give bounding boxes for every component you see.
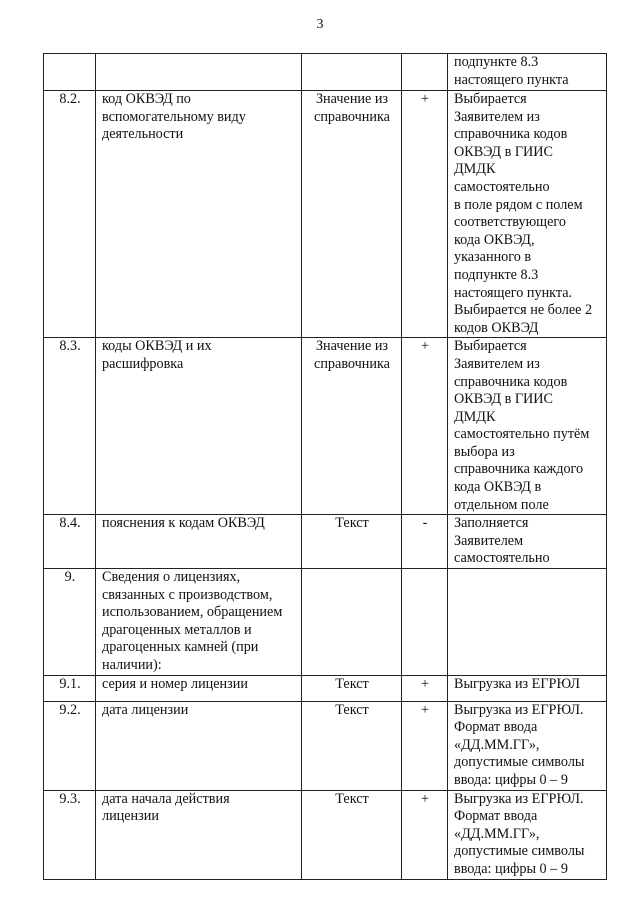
table-row (44, 790, 607, 879)
field-name (96, 54, 302, 91)
field-name: дата лицензии (96, 701, 302, 790)
row-number: 8.3. (44, 338, 96, 515)
row-number (44, 54, 96, 91)
field-name: код ОКВЭД по вспомогательному виду деятельности (96, 91, 302, 338)
field-name: серия и номер лицензии (96, 675, 302, 701)
required-flag: + (402, 338, 448, 515)
field-type: Текст (302, 701, 402, 790)
field-type: Текст (302, 790, 402, 879)
row-number: 9. (44, 569, 96, 676)
field-type: Текст (302, 515, 402, 569)
field-name: пояснения к кодам ОКВЭД (96, 515, 302, 569)
field-type: Значение из справочника (302, 91, 402, 338)
row-number: 8.2. (44, 91, 96, 338)
table-row (44, 54, 607, 91)
fill-instructions: Выбирается Заявителем из справочника кодов ОКВЭД в ГИИС ДМДК самостоятельно в поле рядом с полем соответствующего кода ОКВЭД, указанного в подпункте 8.3 настоящего пункта. Выбирается не более 2 кодов ОКВЭД (448, 91, 607, 338)
table-row (44, 569, 607, 676)
row-number: 9.3. (44, 790, 96, 879)
table-row (44, 675, 607, 701)
field-type (302, 569, 402, 676)
page-number: 3 (316, 17, 324, 32)
required-flag: + (402, 790, 448, 879)
fill-instructions: Выбирается Заявителем из справочника кодов ОКВЭД в ГИИС ДМДК самостоятельно путём выбора из справочника каждого кода ОКВЭД в отдельном поле (448, 338, 607, 515)
field-name: Сведения о лицензиях, связанных с производством, использованием, обращением драгоценных металлов и драгоценных камней (при наличии): (96, 569, 302, 676)
table-row (44, 515, 607, 569)
row-number: 8.4. (44, 515, 96, 569)
table-row (44, 91, 607, 338)
field-type: Значение из справочника (302, 338, 402, 515)
required-flag: + (402, 675, 448, 701)
fill-instructions: Выгрузка из ЕГРЮЛ. Формат ввода «ДД.ММ.ГГ», допустимые символы ввода: цифры 0 – 9 (448, 790, 607, 879)
field-type (302, 54, 402, 91)
fill-instructions: подпункте 8.3 настоящего пункта (448, 54, 607, 91)
fill-instructions: Заполняется Заявителем самостоятельно (448, 515, 607, 569)
fill-instructions: Выгрузка из ЕГРЮЛ (448, 675, 607, 701)
table-row (44, 701, 607, 790)
required-flag: + (402, 91, 448, 338)
row-number: 9.1. (44, 675, 96, 701)
row-number: 9.2. (44, 701, 96, 790)
field-name: дата начала действия лицензии (96, 790, 302, 879)
requirements-table (43, 53, 607, 880)
field-type: Текст (302, 675, 402, 701)
required-flag (402, 569, 448, 676)
field-name: коды ОКВЭД и их расшифровка (96, 338, 302, 515)
required-flag (402, 54, 448, 91)
table-row (44, 338, 607, 515)
fill-instructions: Выгрузка из ЕГРЮЛ. Формат ввода «ДД.ММ.ГГ», допустимые символы ввода: цифры 0 – 9 (448, 701, 607, 790)
required-flag: - (402, 515, 448, 569)
fill-instructions (448, 569, 607, 676)
required-flag: + (402, 701, 448, 790)
